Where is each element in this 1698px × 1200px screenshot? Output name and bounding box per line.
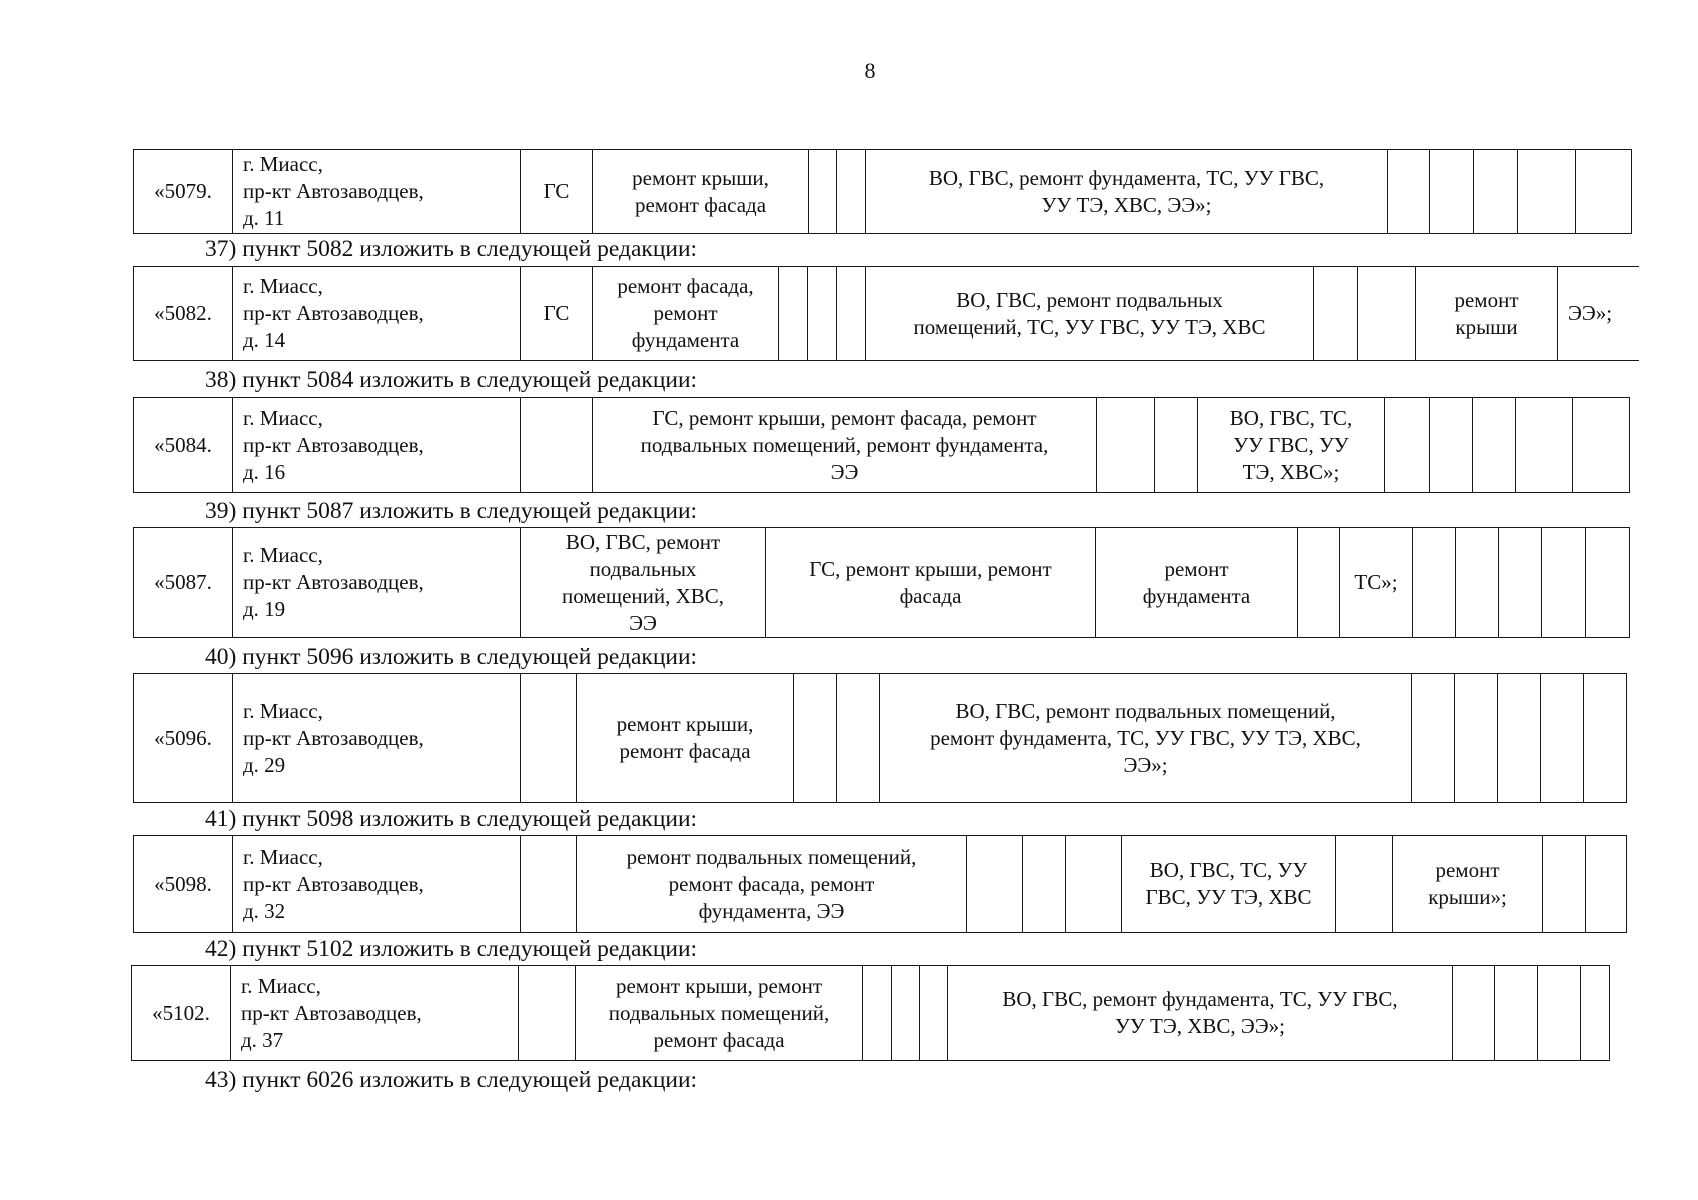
- table-cell: ВО, ГВС, ремонт фундамента, ТС, УУ ГВС, УУ ТЭ, ХВС, ЭЭ»;: [866, 150, 1388, 234]
- table-cell: [1473, 398, 1516, 493]
- table-cell: ремонт крыши, ремонт фасада: [593, 150, 809, 234]
- address-street: пр-кт Автозаводцев,: [243, 301, 424, 325]
- address-city: г. Миасс,: [243, 405, 323, 430]
- section-heading: 37) пункт 5082 изложить в следующей редакции:: [205, 236, 698, 262]
- row-number: «5084.: [134, 398, 233, 493]
- address-city: г. Миасс,: [243, 543, 323, 567]
- table-cell: [521, 836, 577, 933]
- table-cell: [1541, 674, 1584, 803]
- table-row-5087: [133, 527, 1630, 638]
- address-street: пр-кт Автозаводцев,: [243, 725, 424, 750]
- table-cell: ремонт крыши: [1416, 267, 1558, 361]
- table-cell: ВО, ГВС, ТС, УУ ГВС, УУ ТЭ, ХВС»;: [1198, 398, 1385, 493]
- table-cell: [1385, 398, 1430, 493]
- table-cell: ВО, ГВС, ремонт подвальных помещений, ремонт фундамента, ТС, УУ ГВС, УУ ТЭ, ХВС, ЭЭ»;: [880, 674, 1412, 803]
- table-cell: [1455, 674, 1498, 803]
- table-cell: ВО, ГВС, ремонт фундамента, ТС, УУ ГВС, УУ ТЭ, ХВС, ЭЭ»;: [948, 966, 1453, 1061]
- table-cell: [1097, 398, 1155, 493]
- table-cell: [1388, 150, 1430, 234]
- address-city: г. Миасс,: [243, 698, 323, 723]
- table-row-5082: [133, 266, 1639, 361]
- address-cell: [233, 398, 521, 493]
- address-cell: [233, 836, 521, 933]
- row-number: «5079.: [134, 150, 233, 234]
- table-cell: ВО, ГВС, ремонт подвальных помещений, ТС, УУ ГВС, УУ ТЭ, ХВС: [866, 267, 1314, 361]
- table-cell: [1066, 836, 1122, 933]
- table-cell: [1576, 150, 1632, 234]
- table-cell: ремонт подвальных помещений, ремонт фасада, ремонт фундамента, ЭЭ: [577, 836, 967, 933]
- row-number: «5082.: [134, 267, 233, 361]
- address-house: д. 29: [243, 752, 286, 777]
- address-house: д. 32: [243, 898, 286, 923]
- table-cell: [1584, 674, 1627, 803]
- table-cell: [1543, 836, 1586, 933]
- table-cell: [1474, 150, 1518, 234]
- row-number: «5098.: [134, 836, 233, 933]
- row-number: «5096.: [134, 674, 233, 803]
- table-row-5102: [131, 965, 1610, 1061]
- section-heading: 39) пункт 5087 изложить в следующей редакции:: [205, 498, 698, 524]
- table-cell: ГС: [521, 267, 593, 361]
- table-row-5096: [133, 673, 1627, 803]
- address-city: г. Миасс,: [243, 152, 323, 176]
- table-cell: [1298, 528, 1340, 638]
- address-house: д. 19: [243, 597, 286, 621]
- table-cell: [1155, 398, 1198, 493]
- row-number: «5087.: [134, 528, 233, 638]
- table-cell: ТС»;: [1340, 528, 1413, 638]
- section-heading: 42) пункт 5102 изложить в следующей редакции:: [205, 936, 698, 962]
- address-house: д. 37: [241, 1027, 284, 1052]
- table-cell: [521, 398, 593, 493]
- table-cell: [1538, 966, 1581, 1061]
- table-cell: ремонт крыши»;: [1393, 836, 1543, 933]
- table-cell: [521, 674, 577, 803]
- table-cell: [1430, 150, 1474, 234]
- table-cell: ЭЭ»;: [1558, 267, 1639, 361]
- table-cell: [1430, 398, 1473, 493]
- table-cell: [837, 267, 866, 361]
- table-row-5084: [133, 397, 1630, 493]
- table-cell: ВО, ГВС, ТС, УУ ГВС, УУ ТЭ, ХВС: [1122, 836, 1336, 933]
- table-cell: [809, 150, 837, 234]
- table-cell: [920, 966, 948, 1061]
- table-cell: [837, 150, 866, 234]
- address-street: пр-кт Автозаводцев,: [241, 1000, 422, 1025]
- address-street: пр-кт Автозаводцев,: [243, 432, 424, 457]
- table-cell: [967, 836, 1023, 933]
- table-cell: [1336, 836, 1393, 933]
- address-city: г. Миасс,: [241, 973, 321, 998]
- table-cell: ремонт крыши, ремонт подвальных помещений, ремонт фасада: [576, 966, 863, 1061]
- table-cell: ГС, ремонт крыши, ремонт фасада: [766, 528, 1096, 638]
- table-cell: [1453, 966, 1495, 1061]
- address-house: д. 14: [243, 328, 286, 352]
- table-cell: [779, 267, 808, 361]
- table-cell: [1499, 528, 1542, 638]
- table-cell: [794, 674, 837, 803]
- table-cell: [519, 966, 576, 1061]
- table-cell: [1516, 398, 1573, 493]
- table-cell: ремонт крыши, ремонт фасада: [577, 674, 794, 803]
- table-cell: [1314, 267, 1358, 361]
- table-cell: ремонт фундамента: [1096, 528, 1298, 638]
- address-cell: [233, 528, 521, 638]
- table-cell: [1023, 836, 1066, 933]
- row-number: «5102.: [132, 966, 231, 1061]
- table-cell: ГС: [521, 150, 593, 234]
- table-cell: [1456, 528, 1499, 638]
- table-cell: [1495, 966, 1538, 1061]
- table-cell: [1412, 674, 1455, 803]
- address-street: пр-кт Автозаводцев,: [243, 871, 424, 896]
- table-cell: [1358, 267, 1416, 361]
- address-city: г. Миасс,: [243, 844, 323, 869]
- section-heading: 43) пункт 6026 изложить в следующей редакции:: [205, 1067, 698, 1093]
- table-cell: ГС, ремонт крыши, ремонт фасада, ремонт подвальных помещений, ремонт фундамента, ЭЭ: [593, 398, 1097, 493]
- address-street: пр-кт Автозаводцев,: [243, 179, 424, 203]
- table-cell: ВО, ГВС, ремонт подвальных помещений, ХВС, ЭЭ: [521, 528, 766, 638]
- table-cell: ремонт фасада, ремонт фундамента: [593, 267, 779, 361]
- address-cell: [233, 267, 521, 361]
- table-cell: [1573, 398, 1630, 493]
- table-cell: [1413, 528, 1456, 638]
- address-city: г. Миасс,: [243, 274, 323, 298]
- address-cell: [231, 966, 519, 1061]
- section-heading: 40) пункт 5096 изложить в следующей редакции:: [205, 644, 698, 670]
- table-cell: [837, 674, 880, 803]
- address-cell: [233, 150, 521, 234]
- address-cell: [233, 674, 521, 803]
- table-cell: [863, 966, 892, 1061]
- table-cell: [892, 966, 920, 1061]
- table-cell: [1586, 528, 1630, 638]
- address-house: д. 16: [243, 459, 286, 484]
- table-cell: [1586, 836, 1627, 933]
- address-house: д. 11: [243, 206, 285, 230]
- table-cell: [1581, 966, 1610, 1061]
- section-heading: 41) пункт 5098 изложить в следующей редакции:: [205, 806, 698, 832]
- table-cell: [1518, 150, 1576, 234]
- section-heading: 38) пункт 5084 изложить в следующей редакции:: [205, 367, 698, 393]
- table-cell: [1542, 528, 1586, 638]
- table-row-5079: [133, 149, 1632, 234]
- address-street: пр-кт Автозаводцев,: [243, 570, 424, 594]
- table-row-5098: [133, 835, 1627, 933]
- table-cell: [808, 267, 837, 361]
- table-cell: [1498, 674, 1541, 803]
- page-number: 8: [864, 58, 876, 83]
